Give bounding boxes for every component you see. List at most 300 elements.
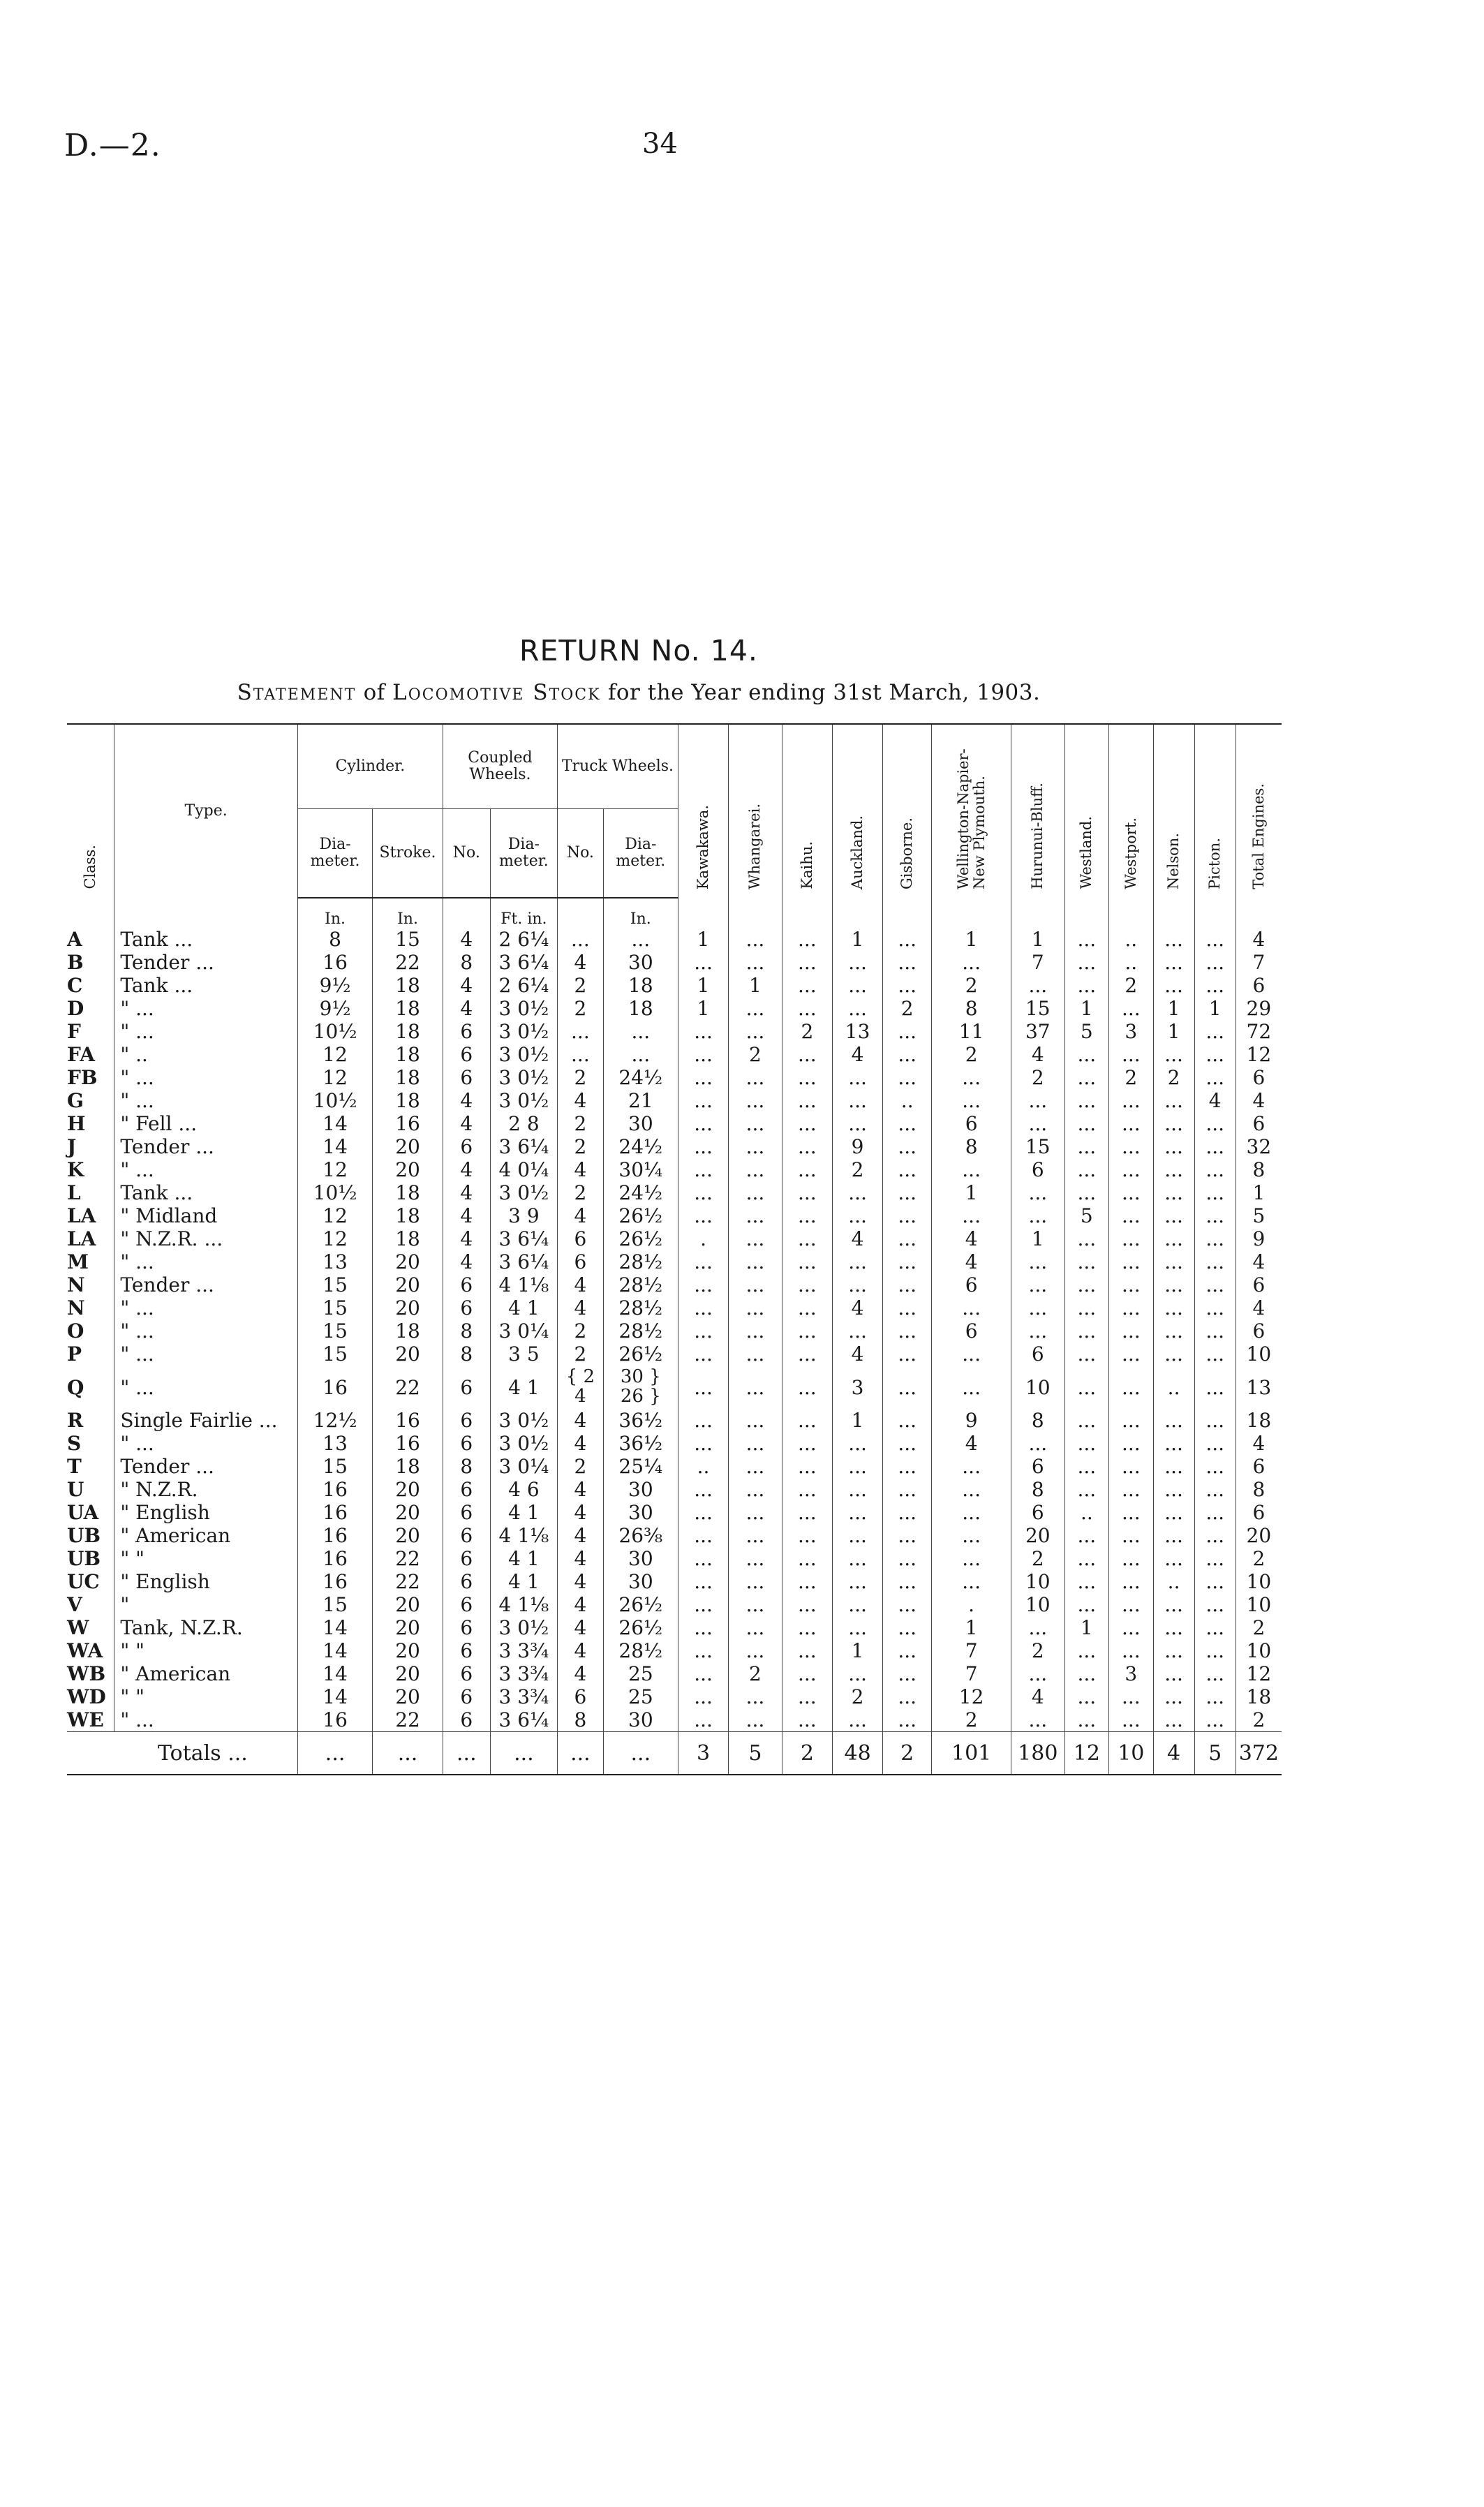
district-count-cell: ... (1194, 1273, 1236, 1296)
header-westland: Westland. (1064, 724, 1108, 898)
subtitle-prefix: Statement (237, 680, 357, 705)
district-count-cell: ... (678, 1547, 728, 1570)
truck-no-cell: 4 (558, 1593, 604, 1616)
units-row (67, 898, 1282, 928)
district-count-cell: ... (1194, 1478, 1236, 1501)
district-count-cell: ... (883, 1366, 932, 1409)
district-count-cell: ... (883, 1227, 932, 1250)
district-count-cell: ... (1064, 928, 1108, 951)
truck-no-cell: 4 (558, 1409, 604, 1432)
district-count-cell: 10 (1236, 1343, 1282, 1366)
district-count-cell: 6 (1011, 1158, 1065, 1181)
district-count-cell: ... (883, 1524, 932, 1547)
type-cell: " ... (114, 1158, 298, 1181)
district-count-cell: ... (782, 997, 832, 1020)
table-row (67, 1478, 1282, 1501)
district-count-cell: ... (1153, 1639, 1194, 1662)
district-count-cell: ... (1153, 1455, 1194, 1478)
truck-no-cell: 4 (558, 1501, 604, 1524)
district-count-cell: ... (832, 974, 882, 997)
district-count-cell: ... (1153, 928, 1194, 951)
district-count-cell: ... (1194, 1685, 1236, 1708)
truck-no-cell: 2 (558, 1455, 604, 1478)
district-count-cell: ... (1064, 1135, 1108, 1158)
district-count-cell: 6 (1236, 1501, 1282, 1524)
header-cylinder-stroke: Stroke. (373, 809, 443, 898)
type-cell: " N.Z.R. (114, 1478, 298, 1501)
coupled-diameter-cell: 4 1⅛ (490, 1524, 557, 1547)
district-count-cell: ... (1194, 1112, 1236, 1135)
district-count-cell: ... (883, 1409, 932, 1432)
cylinder-stroke-cell: 16 (373, 1432, 443, 1455)
district-count-cell: 10 (1011, 1570, 1065, 1593)
truck-no-cell: 2 (558, 1112, 604, 1135)
district-count-cell: ... (1064, 1570, 1108, 1593)
district-count-cell: ... (1064, 1685, 1108, 1708)
type-cell: " " (114, 1639, 298, 1662)
type-cell: " ... (114, 1708, 298, 1732)
district-count-cell: ... (1064, 1455, 1108, 1478)
cylinder-stroke-cell: 18 (373, 1043, 443, 1066)
district-count-cell: 6 (1236, 1273, 1282, 1296)
district-count-cell: ... (1109, 1043, 1153, 1066)
district-count-cell: ... (932, 1296, 1011, 1319)
coupled-diameter-cell: 3 0½ (490, 1432, 557, 1455)
district-count-cell: ... (1153, 1501, 1194, 1524)
district-count-cell: ... (678, 1250, 728, 1273)
district-count-cell: .. (883, 1089, 932, 1112)
totals-count-cell: 48 (832, 1732, 882, 1775)
district-count-cell: ... (678, 1366, 728, 1409)
district-count-cell: ... (1109, 1708, 1153, 1732)
district-count-cell: ... (1109, 1455, 1153, 1478)
district-count-cell: 4 (932, 1227, 1011, 1250)
district-count-cell: ... (1153, 1547, 1194, 1570)
truck-diameter-cell: 25 (603, 1685, 678, 1708)
coupled-diameter-cell: 3 6¼ (490, 951, 557, 974)
type-cell: " ... (114, 1020, 298, 1043)
cylinder-diameter-cell: 10½ (297, 1089, 372, 1112)
district-count-cell: ... (782, 928, 832, 951)
cylinder-diameter-cell: 8 (297, 928, 372, 951)
district-count-cell: 2 (932, 974, 1011, 997)
coupled-no-cell: 4 (443, 1089, 490, 1112)
district-count-cell: ... (1194, 928, 1236, 951)
header-coupled-diameter: Dia-meter. (490, 809, 557, 898)
district-count-cell: ... (1109, 1158, 1153, 1181)
truck-diameter-cell: 30 (603, 1112, 678, 1135)
district-count-cell: ... (729, 1112, 782, 1135)
district-count-cell: ... (1109, 1227, 1153, 1250)
district-count-cell: ... (832, 1524, 882, 1547)
district-count-cell: 10 (1011, 1593, 1065, 1616)
district-count-cell: ... (1153, 1181, 1194, 1204)
class-cell: D (67, 997, 84, 1020)
district-count-cell: 4 (1236, 1296, 1282, 1319)
header-nelson: Nelson. (1153, 724, 1194, 898)
district-count-cell: 1 (1236, 1181, 1282, 1204)
district-count-cell: 2 (883, 997, 932, 1020)
cylinder-diameter-cell: 16 (297, 951, 372, 974)
truck-no-cell: 2 (558, 974, 604, 997)
type-cell: Tank, N.Z.R. (114, 1616, 298, 1639)
class-cell: FA (67, 1043, 95, 1066)
class-cell: LA (67, 1227, 96, 1250)
district-count-cell: ... (678, 1343, 728, 1366)
truck-no-cell: 4 (558, 1662, 604, 1685)
totals-row (67, 1732, 1282, 1775)
district-count-cell: ... (678, 1066, 728, 1089)
locomotive-stock-table (67, 723, 1282, 1775)
cylinder-stroke-cell: 20 (373, 1296, 443, 1319)
district-count-cell: 10 (1236, 1593, 1282, 1616)
district-count-cell: ... (1194, 1570, 1236, 1593)
district-count-cell: ... (782, 1250, 832, 1273)
district-count-cell: ... (883, 1135, 932, 1158)
truck-no-cell: 2 (558, 997, 604, 1020)
district-count-cell: ... (1153, 1112, 1194, 1135)
district-count-cell: ... (1194, 1135, 1236, 1158)
district-count-cell: 8 (932, 997, 1011, 1020)
district-count-cell: ... (883, 1478, 932, 1501)
coupled-diameter-cell: 4 1 (490, 1366, 557, 1409)
district-count-cell: ... (1064, 1066, 1108, 1089)
district-count-cell: ... (782, 1135, 832, 1158)
cylinder-diameter-cell: 15 (297, 1343, 372, 1366)
district-count-cell: ... (883, 1455, 932, 1478)
coupled-no-cell: 6 (443, 1432, 490, 1455)
district-count-cell: ... (1194, 1409, 1236, 1432)
class-cell: A (67, 928, 82, 951)
cylinder-stroke-cell: 18 (373, 1319, 443, 1343)
truck-diameter-cell: 26⅜ (603, 1524, 678, 1547)
truck-no-cell: 4 (558, 1616, 604, 1639)
district-count-cell: 13 (832, 1020, 882, 1043)
district-count-cell: ... (1109, 1112, 1153, 1135)
district-count-cell: ... (782, 1089, 832, 1112)
totals-count-cell: 2 (782, 1732, 832, 1775)
type-cell: " American (114, 1662, 298, 1685)
return-subtitle (0, 680, 1277, 705)
district-count-cell: ... (729, 1066, 782, 1089)
district-count-cell: ... (883, 1273, 932, 1296)
district-count-cell: ... (832, 1478, 882, 1501)
district-count-cell: 18 (1236, 1409, 1282, 1432)
district-count-cell: ... (1153, 1319, 1194, 1343)
district-count-cell: ... (883, 1112, 932, 1135)
truck-diameter-cell: 30 (603, 1478, 678, 1501)
district-count-cell: ... (832, 1662, 882, 1685)
class-cell: M (67, 1250, 89, 1273)
district-count-cell: 8 (1236, 1158, 1282, 1181)
cylinder-stroke-cell: 22 (373, 1570, 443, 1593)
district-count-cell: ... (782, 1524, 832, 1547)
coupled-diameter-cell: 3 0½ (490, 1616, 557, 1639)
district-count-cell: ... (729, 1366, 782, 1409)
truck-diameter-cell: 30 (603, 1501, 678, 1524)
district-count-cell: 2 (832, 1158, 882, 1181)
district-count-cell: .. (1153, 1366, 1194, 1409)
district-count-cell: ... (782, 1181, 832, 1204)
coupled-no-cell: 6 (443, 1708, 490, 1732)
district-count-cell: 6 (1236, 974, 1282, 997)
cylinder-diameter-cell: 15 (297, 1296, 372, 1319)
type-cell: " ... (114, 1250, 298, 1273)
class-cell: WA (67, 1639, 103, 1662)
district-count-cell: ... (832, 1616, 882, 1639)
district-count-cell: ... (932, 951, 1011, 974)
type-cell: Tank ... (114, 974, 298, 997)
district-count-cell: ... (1011, 1250, 1065, 1273)
totals-blank-cell: ... (297, 1732, 372, 1775)
district-count-cell: ... (678, 1089, 728, 1112)
cylinder-stroke-cell: 22 (373, 1708, 443, 1732)
district-count-cell: ... (782, 1296, 832, 1319)
truck-no-cell: ... (558, 1043, 604, 1066)
district-count-cell: .. (1153, 1570, 1194, 1593)
district-count-cell: ... (883, 1158, 932, 1181)
district-count-cell: 5 (1064, 1020, 1108, 1043)
truck-diameter-cell: 18 (603, 997, 678, 1020)
district-count-cell: 5 (1236, 1204, 1282, 1227)
district-count-cell: 10 (1011, 1366, 1065, 1409)
type-cell: " American (114, 1524, 298, 1547)
truck-diameter-cell: 26½ (603, 1204, 678, 1227)
district-count-cell: ... (883, 1639, 932, 1662)
coupled-no-cell: 4 (443, 974, 490, 997)
district-count-cell: 4 (1236, 1089, 1282, 1112)
header-kaihu: Kaihu. (782, 724, 832, 898)
district-count-cell: 6 (932, 1112, 1011, 1135)
district-count-cell: ... (782, 1547, 832, 1570)
district-count-cell: ... (832, 1089, 882, 1112)
district-count-cell: ... (1011, 1112, 1065, 1135)
unit-truck-dia: In. (603, 898, 678, 928)
district-count-cell: 5 (1064, 1204, 1108, 1227)
type-cell: " ... (114, 997, 298, 1020)
district-count-cell: ... (678, 1432, 728, 1455)
district-count-cell: ... (832, 1273, 882, 1296)
table-row (67, 1409, 1282, 1432)
class-cell: WB (67, 1662, 106, 1685)
district-count-cell: ... (1064, 1593, 1108, 1616)
district-count-cell: 3 (1109, 1662, 1153, 1685)
truck-no-cell: 4 (558, 1547, 604, 1570)
district-count-cell: ... (729, 1158, 782, 1181)
cylinder-diameter-cell: 12 (297, 1158, 372, 1181)
district-count-cell: ... (782, 1639, 832, 1662)
district-count-cell: ... (678, 1020, 728, 1043)
district-count-cell: 8 (1236, 1478, 1282, 1501)
truck-diameter-cell: 25¼ (603, 1455, 678, 1478)
coupled-no-cell: 6 (443, 1524, 490, 1547)
district-count-cell: 2 (1011, 1639, 1065, 1662)
district-count-cell: ... (832, 1455, 882, 1478)
district-count-cell: ... (1064, 1432, 1108, 1455)
class-cell: Q (67, 1375, 84, 1399)
district-count-cell: 15 (1011, 1135, 1065, 1158)
district-count-cell: ... (1194, 1616, 1236, 1639)
district-count-cell: 4 (1011, 1043, 1065, 1066)
unit-stroke: In. (373, 898, 443, 928)
cylinder-diameter-cell: 16 (297, 1501, 372, 1524)
class-cell: U (67, 1478, 84, 1501)
district-count-cell: .. (678, 1455, 728, 1478)
district-count-cell: 9 (832, 1135, 882, 1158)
district-count-cell: 6 (932, 1273, 1011, 1296)
district-count-cell: ... (1194, 1296, 1236, 1319)
cylinder-diameter-cell: 10½ (297, 1181, 372, 1204)
cylinder-stroke-cell: 20 (373, 1501, 443, 1524)
truck-diameter-cell: 30 (603, 1570, 678, 1593)
cylinder-diameter-cell: 9½ (297, 974, 372, 997)
table-row (67, 1366, 1282, 1409)
district-count-cell: ... (1194, 1593, 1236, 1616)
district-count-cell: ... (1194, 1366, 1236, 1409)
district-count-cell: ... (1153, 1593, 1194, 1616)
district-count-cell: ... (782, 1685, 832, 1708)
district-count-cell: 6 (932, 1319, 1011, 1343)
district-count-cell: ... (932, 1366, 1011, 1409)
truck-diameter-cell: 24½ (603, 1135, 678, 1158)
district-count-cell: ... (1011, 1181, 1065, 1204)
cylinder-stroke-cell: 20 (373, 1158, 443, 1181)
class-cell: L (67, 1181, 81, 1204)
subtitle-mid: Locomotive Stock (392, 680, 601, 705)
class-cell: C (67, 974, 83, 997)
coupled-diameter-cell: 3 3¾ (490, 1639, 557, 1662)
district-count-cell: 1 (1153, 997, 1194, 1020)
district-count-cell: 4 (832, 1227, 882, 1250)
type-cell: " Fell ... (114, 1112, 298, 1135)
district-count-cell: ... (883, 1181, 932, 1204)
totals-blank-cell: ... (443, 1732, 490, 1775)
district-count-cell: ... (782, 1343, 832, 1366)
district-count-cell: ... (832, 951, 882, 974)
truck-no-cell: 4 (558, 1296, 604, 1319)
district-count-cell: ... (782, 1708, 832, 1732)
district-count-cell: ... (1153, 1250, 1194, 1273)
class-cell: WD (67, 1685, 106, 1708)
table-row (67, 1181, 1282, 1204)
totals-count-cell: 372 (1236, 1732, 1282, 1775)
district-count-cell: ... (729, 1639, 782, 1662)
district-count-cell: 4 (1236, 1432, 1282, 1455)
district-count-cell: ... (1064, 1319, 1108, 1343)
district-count-cell: ... (1064, 951, 1108, 974)
coupled-no-cell: 6 (443, 1501, 490, 1524)
district-count-cell: 7 (1236, 951, 1282, 974)
truck-diameter-cell: 25 (603, 1662, 678, 1685)
district-count-cell: ... (883, 1343, 932, 1366)
cylinder-stroke-cell: 18 (373, 997, 443, 1020)
district-count-cell: ... (1109, 1204, 1153, 1227)
district-count-cell: ... (729, 1432, 782, 1455)
district-count-cell: 1 (1064, 1616, 1108, 1639)
cylinder-diameter-cell: 9½ (297, 997, 372, 1020)
table-row (67, 1296, 1282, 1319)
truck-diameter-cell: 26½ (603, 1227, 678, 1250)
header-type: Type. (114, 724, 298, 898)
district-count-cell: ... (729, 1089, 782, 1112)
cylinder-stroke-cell: 22 (373, 951, 443, 974)
coupled-no-cell: 4 (443, 1227, 490, 1250)
district-count-cell: ... (1109, 1593, 1153, 1616)
truck-no-cell: 2 (558, 1319, 604, 1343)
district-count-cell: 4 (1236, 928, 1282, 951)
type-cell: Tender ... (114, 951, 298, 974)
district-count-cell: ... (832, 1501, 882, 1524)
district-count-cell: . (932, 1593, 1011, 1616)
cylinder-diameter-cell: 13 (297, 1250, 372, 1273)
coupled-no-cell: 6 (443, 1662, 490, 1685)
table-row (67, 1524, 1282, 1547)
district-count-cell: 1 (1064, 997, 1108, 1020)
district-count-cell: ... (782, 1043, 832, 1066)
district-count-cell: ... (1064, 1043, 1108, 1066)
cylinder-stroke-cell: 18 (373, 1089, 443, 1112)
district-count-cell: 7 (932, 1662, 1011, 1685)
truck-no-cell: ... (558, 1020, 604, 1043)
totals-count-cell: 180 (1011, 1732, 1065, 1775)
district-count-cell: ... (678, 1409, 728, 1432)
district-count-cell: ... (932, 1343, 1011, 1366)
truck-no-cell: 2 (558, 1181, 604, 1204)
coupled-no-cell: 4 (443, 1181, 490, 1204)
district-count-cell: ... (1011, 1708, 1065, 1732)
class-cell: FB (67, 1066, 98, 1089)
truck-diameter-cell: 28½ (603, 1250, 678, 1273)
district-count-cell: ... (1109, 1135, 1153, 1158)
type-cell: " ... (114, 1343, 298, 1366)
district-count-cell: 15 (1011, 997, 1065, 1020)
return-title: RETURN No. 14. (519, 634, 758, 667)
district-count-cell: ... (1064, 1639, 1108, 1662)
district-count-cell: ... (832, 1319, 882, 1343)
type-cell: " ... (114, 1066, 298, 1089)
cylinder-diameter-cell: 12 (297, 1066, 372, 1089)
district-count-cell: ... (782, 1366, 832, 1409)
class-cell: W (67, 1616, 89, 1639)
district-count-cell: ... (1153, 1204, 1194, 1227)
district-count-cell: 4 (832, 1343, 882, 1366)
table-row (67, 1455, 1282, 1478)
district-count-cell: ... (883, 974, 932, 997)
coupled-diameter-cell: 2 6¼ (490, 928, 557, 951)
class-cell: N (67, 1273, 85, 1296)
district-count-cell: ... (1064, 1547, 1108, 1570)
district-count-cell: ... (1194, 1158, 1236, 1181)
district-count-cell: ... (1011, 1296, 1065, 1319)
truck-diameter-cell: 28½ (603, 1273, 678, 1296)
district-count-cell: ... (729, 951, 782, 974)
coupled-no-cell: 6 (443, 1066, 490, 1089)
table-row (67, 1020, 1282, 1043)
district-count-cell: ... (1064, 974, 1108, 997)
district-count-cell: ... (729, 1135, 782, 1158)
district-count-cell: ... (1109, 1181, 1153, 1204)
truck-no-cell: 4 (558, 1089, 604, 1112)
district-count-cell: ... (932, 1455, 1011, 1478)
district-count-cell: ... (1153, 1089, 1194, 1112)
header-wellington-napier-new-plymouth: Wellington-Napier-New Plymouth. (932, 724, 1011, 898)
cylinder-stroke-cell: 20 (373, 1593, 443, 1616)
class-cell: LA (67, 1204, 96, 1227)
coupled-no-cell: 6 (443, 1570, 490, 1593)
truck-no-stack: { 2 4 (565, 1366, 595, 1407)
class-cell: S (67, 1432, 82, 1455)
district-count-cell: ... (782, 974, 832, 997)
